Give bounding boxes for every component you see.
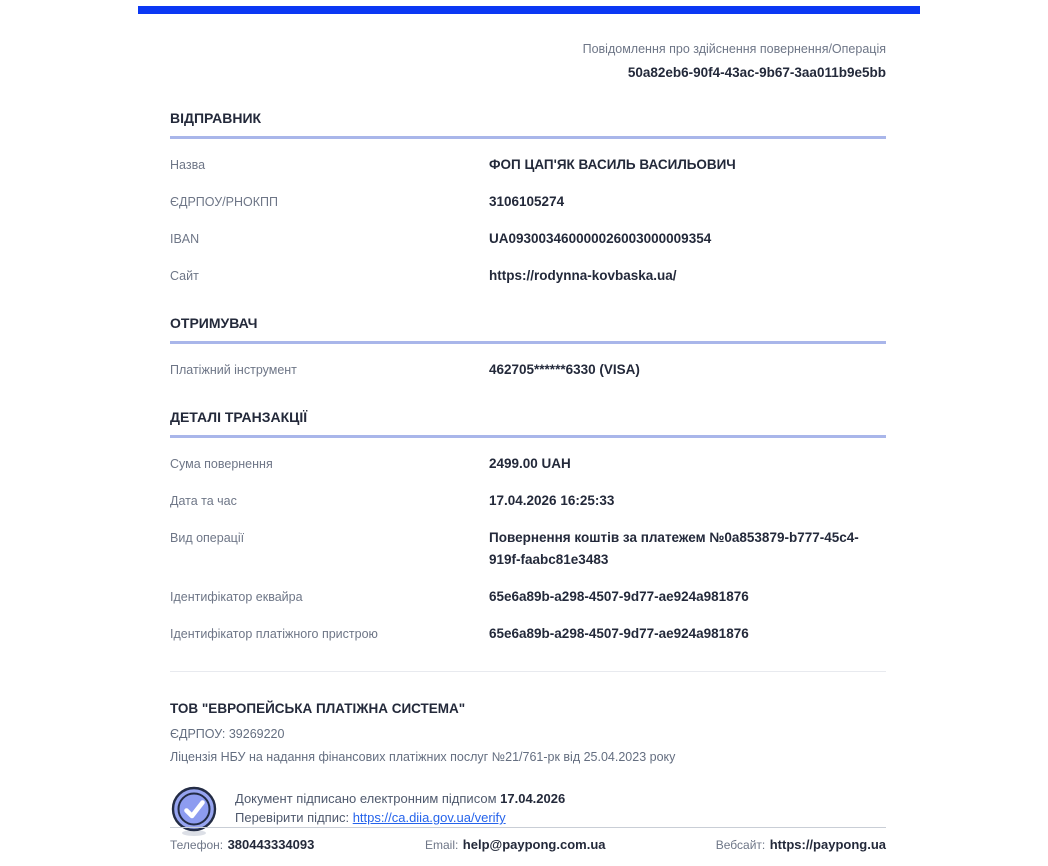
table-row [170, 228, 886, 250]
footer-phone [170, 836, 425, 854]
table-row [170, 623, 886, 645]
table-row [170, 586, 886, 608]
row-label: IBAN [170, 232, 200, 246]
table-row [170, 154, 886, 176]
row-value: 17.04.2026 16:25:33 [489, 493, 615, 508]
row-value: 65e6a89b-a298-4507-9d77-ae924a981876 [489, 589, 749, 604]
email-label: Email: [425, 838, 459, 852]
document-header [170, 0, 886, 82]
row-label: Дата та час [170, 494, 237, 508]
company-info [170, 700, 886, 765]
website-label: Вебсайт: [715, 838, 766, 852]
table-row [170, 359, 886, 381]
row-label: Сума повернення [170, 457, 273, 471]
row-value: 2499.00 UAH [489, 456, 571, 471]
section-sender [170, 110, 886, 287]
phone-label: Телефон: [170, 838, 224, 852]
table-row [170, 527, 886, 571]
signature-verify-line [235, 808, 565, 827]
section-divider [170, 671, 886, 672]
section-transaction-title: ДЕТАЛІ ТРАНЗАКЦІЇ [170, 409, 886, 438]
verify-signature-link[interactable]: https://ca.diia.gov.ua/verify [352, 810, 506, 825]
row-label: Назва [170, 158, 206, 172]
section-recipient [170, 315, 886, 381]
row-label: ЄДРПОУ/РНОКПП [170, 195, 278, 209]
operation-id: 50a82eb6-90f4-43ac-9b67-3aa011b9e5bb [627, 65, 886, 80]
signature-date: 17.04.2026 [500, 791, 566, 806]
section-sender-title: ВІДПРАВНИК [170, 110, 886, 139]
row-label: Вид операції [170, 531, 245, 545]
row-value: 462705******6330 (VISA) [489, 362, 640, 377]
row-value: https://rodynna-kovbaska.ua/ [489, 268, 677, 283]
row-value: ФОП ЦАП'ЯК ВАСИЛЬ ВАСИЛЬОВИЧ [489, 157, 736, 172]
phone-value: 380443334093 [227, 837, 315, 852]
company-license: Ліцензія НБУ на надання фінансових платіжних послуг №21/761-рк від 25.04.2023 року [170, 750, 676, 764]
row-value: 65e6a89b-a298-4507-9d77-ae924a981876 [489, 626, 749, 641]
section-transaction-details [170, 409, 886, 645]
signature-signed-line [235, 789, 565, 808]
contact-footer [170, 827, 886, 854]
section-recipient-title: ОТРИМУВАЧ [170, 315, 886, 344]
signature-signed-label: Документ підписано електронним підписом [235, 791, 497, 806]
row-value: Повернення коштів за платежем №0a853879-b777-45c4-919f-faabc81e3483 [489, 530, 859, 567]
footer-website [716, 836, 886, 854]
row-label: Ідентифікатор еквайра [170, 590, 303, 604]
table-row [170, 490, 886, 512]
table-row [170, 265, 886, 287]
website-value: https://paypong.ua [769, 837, 886, 852]
signature-text [235, 785, 565, 827]
document-subtitle: Повідомлення про здійснення повернення/Операція [582, 42, 886, 56]
row-label: Ідентифікатор платіжного пристрою [170, 627, 378, 641]
row-label: Сайт [170, 269, 199, 283]
receipt-content [170, 0, 886, 837]
company-name: ТОВ "ЕВРОПЕЙСЬКА ПЛАТІЖНА СИСТЕМА" [170, 701, 466, 716]
company-edrpou: ЄДРПОУ: 39269220 [170, 727, 285, 741]
footer-email [425, 836, 716, 854]
table-row [170, 453, 886, 475]
signature-verify-label: Перевірити підпис: [235, 810, 350, 825]
email-value: help@paypong.com.ua [462, 837, 606, 852]
table-row [170, 191, 886, 213]
row-value: UA093003460000026003000009354 [489, 231, 712, 246]
row-label: Платіжний інструмент [170, 363, 297, 377]
row-value: 3106105274 [489, 194, 565, 209]
